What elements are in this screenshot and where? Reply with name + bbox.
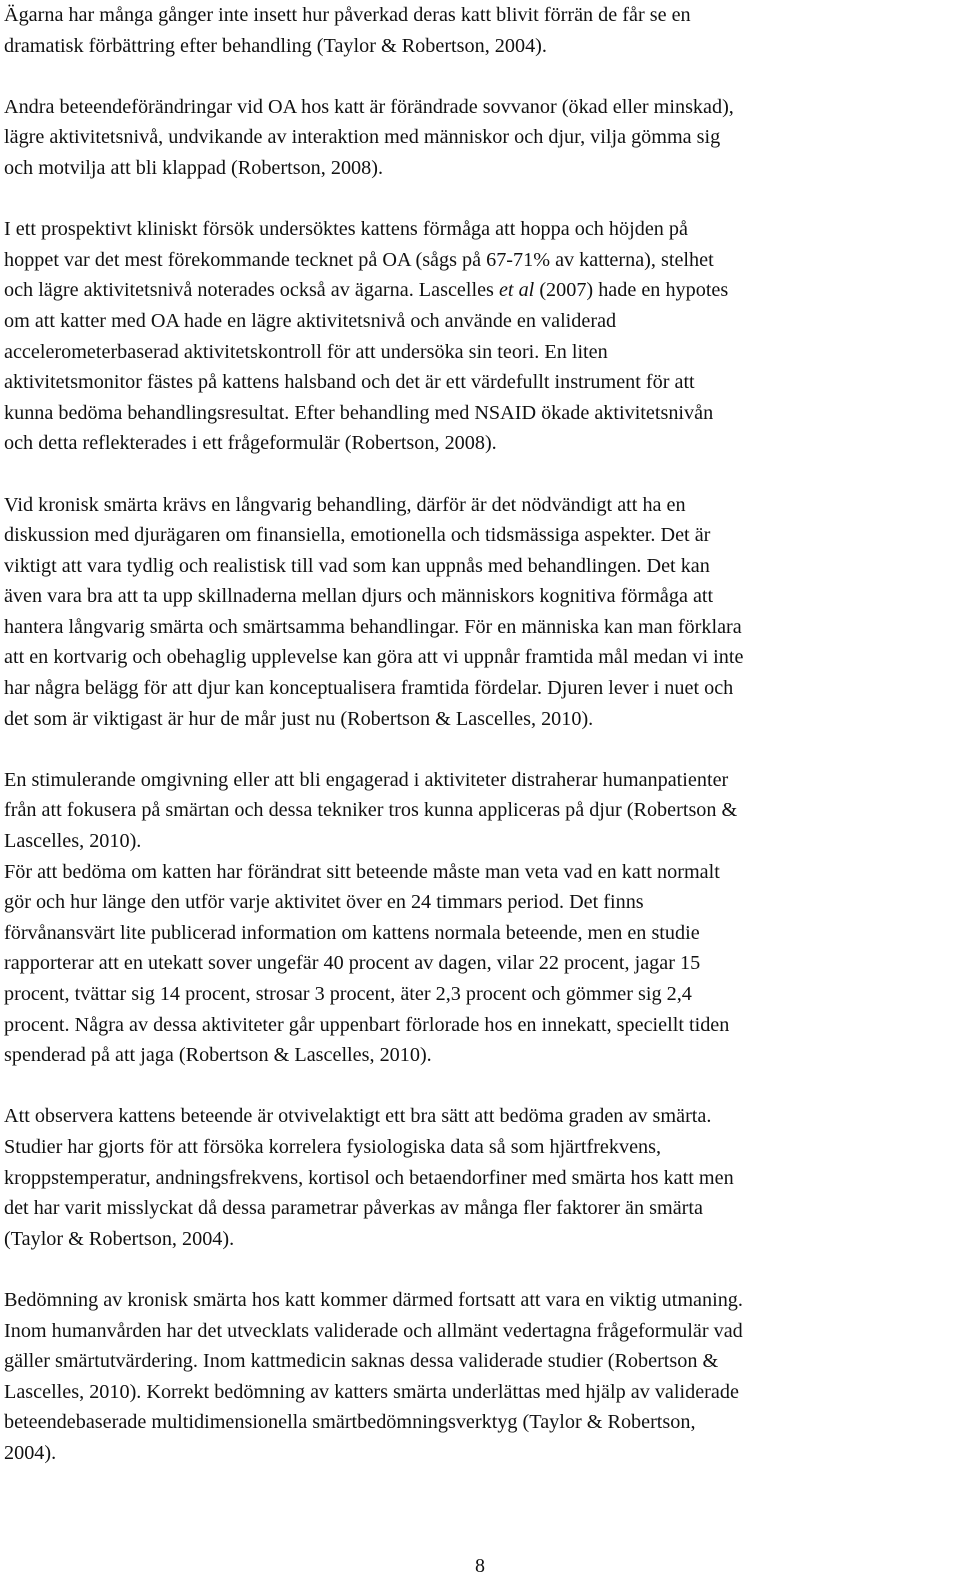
text-line: Inom humanvården har det utvecklats validerade och allmänt vedertagna frågeformulär vad xyxy=(4,1319,743,1342)
text-line: om att katter med OA hade en lägre aktivitetsnivå och använde en validerad xyxy=(4,309,617,332)
text-line: viktigt att vara tydlig och realistisk till vad som kan uppnås med behandlingen. Det kan xyxy=(4,554,710,577)
text-line: från att fokusera på smärtan och dessa tekniker tros kunna appliceras på djur (Robertson & xyxy=(4,799,738,822)
text-line: kunna bedöma behandlingsresultat. Efter behandling med NSAID ökade aktivitetsnivån xyxy=(4,401,714,424)
text-line: det som är viktigast är hur de mår just nu (Robertson & Lascelles, 2010). xyxy=(4,707,594,730)
paragraph-7 xyxy=(4,1101,956,1254)
paragraph-gap xyxy=(4,61,956,92)
page-number: 8 xyxy=(475,1555,485,1577)
paragraph-2 xyxy=(4,92,956,184)
text-line: procent, tvättar sig 14 procent, strosar 3 procent, äter 2,3 procent och gömmer sig 2,4 xyxy=(4,983,692,1005)
italic-et-al: et al xyxy=(498,279,535,302)
text-line: Lascelles, 2010). Korrekt bedömning av katters smärta underlättas med hjälp av validerade xyxy=(4,1380,739,1403)
text-line: och detta reflekterades i ett frågeformulär (Robertson, 2008). xyxy=(4,432,497,455)
text-line: rapporterar att en utekatt sover ungefär 40 procent av dagen, vilar 22 procent, jagar 15 xyxy=(4,952,701,975)
text-line: Ägarna har många gånger inte insett hur påverkad deras katt blivit förrän de får se en xyxy=(4,4,691,26)
text-line: I ett prospektivt kliniskt försök undersöktes kattens förmåga att hoppa och höjden på xyxy=(4,218,688,241)
text-line: spenderad på att jaga (Robertson & Lascelles, 2010). xyxy=(4,1044,432,1067)
text-line: har några belägg för att djur kan konceptualisera framtida fördelar. Djuren lever i nuet och xyxy=(4,677,734,700)
text-line: beteendebaserade multidimensionella smärtbedömningsverktyg (Taylor & Robertson, xyxy=(4,1411,696,1434)
text-line: även vara bra att ta upp skillnaderna mellan djurs och människors kognitiva förmåga att xyxy=(4,585,714,608)
paragraph-gap xyxy=(4,184,956,215)
paragraph-6 xyxy=(4,857,956,1071)
text-line: procent. Några av dessa aktiviteter går uppenbart förlorade hos en innekatt, speciellt tiden xyxy=(4,1013,730,1036)
paragraph-gap xyxy=(4,459,956,490)
document-page xyxy=(4,0,956,1469)
text-line: accelerometerbaserad aktivitetskontroll för att undersöka sin teori. En liten xyxy=(4,340,608,363)
paragraph-gap xyxy=(4,1071,956,1102)
text-line: Bedömning av kronisk smärta hos katt kommer därmed fortsatt att vara en viktig utmaning. xyxy=(4,1288,743,1311)
text-line: att en kortvarig och obehaglig upplevelse kan göra att vi uppnår framtida mål medan vi inte xyxy=(4,646,744,669)
text-line: Vid kronisk smärta krävs en långvarig behandling, därför är det nödvändigt att ha en xyxy=(4,493,686,516)
text-line: gör och hur länge den utför varje aktivitet över en 24 timmars period. Det finns xyxy=(4,891,644,914)
text-line: För att bedöma om katten har förändrat sitt beteende måste man veta vad en katt normalt xyxy=(4,860,720,883)
paragraph-4 xyxy=(4,490,956,735)
text-line: dramatisk förbättring efter behandling (Taylor & Robertson, 2004). xyxy=(4,34,547,57)
text-line: hoppet var det mest förekommande tecknet på OA (sågs på 67-71% av katterna), stelhet xyxy=(4,248,714,271)
paragraph-5 xyxy=(4,765,956,857)
text-line: diskussion med djurägaren om finansiella, emotionella och tidsmässiga aspekter. Det är xyxy=(4,524,711,547)
text-line: hantera långvarig smärta och smärtsamma behandlingar. För en människa kan man förklara xyxy=(4,615,742,638)
paragraph-gap xyxy=(4,734,956,765)
paragraph-1 xyxy=(4,0,956,61)
text-line: Att observera kattens beteende är otvivelaktigt ett bra sätt att bedöma graden av smärta. xyxy=(4,1105,712,1128)
paragraph-8 xyxy=(4,1285,956,1469)
text-line: Studier har gjorts för att försöka korrelera fysiologiska data så som hjärtfrekvens, xyxy=(4,1135,662,1158)
text-line: En stimulerande omgivning eller att bli engagerad i aktiviteter distraherar humanpatienter xyxy=(4,768,729,791)
text-line-with-italic: och lägre aktivitetsnivå noterades också av ägarna. Lascelles et al (2007) hade en hypotes xyxy=(4,279,729,302)
text-line: (Taylor & Robertson, 2004). xyxy=(4,1227,235,1250)
text-line: Andra beteendeförändringar vid OA hos katt är förändrade sovvanor (ökad eller minskad), xyxy=(4,95,734,118)
text-line: Lascelles, 2010). xyxy=(4,830,142,853)
text-line: kroppstemperatur, andningsfrekvens, kortisol och betaendorfiner med smärta hos katt men xyxy=(4,1166,734,1189)
text-line: aktivitetsmonitor fästes på kattens halsband och det är ett värdefullt instrument för att xyxy=(4,371,695,394)
paragraph-gap xyxy=(4,1254,956,1285)
text-line: 2004). xyxy=(4,1441,57,1464)
text-line: och motvilja att bli klappad (Robertson, 2008). xyxy=(4,156,384,179)
text-line: gäller smärtutvärdering. Inom kattmedicin saknas dessa validerade studier (Robertson & xyxy=(4,1350,719,1373)
text-line: lägre aktivitetsnivå, undvikande av interaktion med människor och djur, vilja gömma sig xyxy=(4,126,721,149)
text-line: det har varit misslyckat då dessa parametrar påverkas av många fler faktorer än smärta xyxy=(4,1197,703,1220)
paragraph-3 xyxy=(4,214,956,459)
text-line: förvånansvärt lite publicerad information om kattens normala beteende, men en studie xyxy=(4,921,700,944)
